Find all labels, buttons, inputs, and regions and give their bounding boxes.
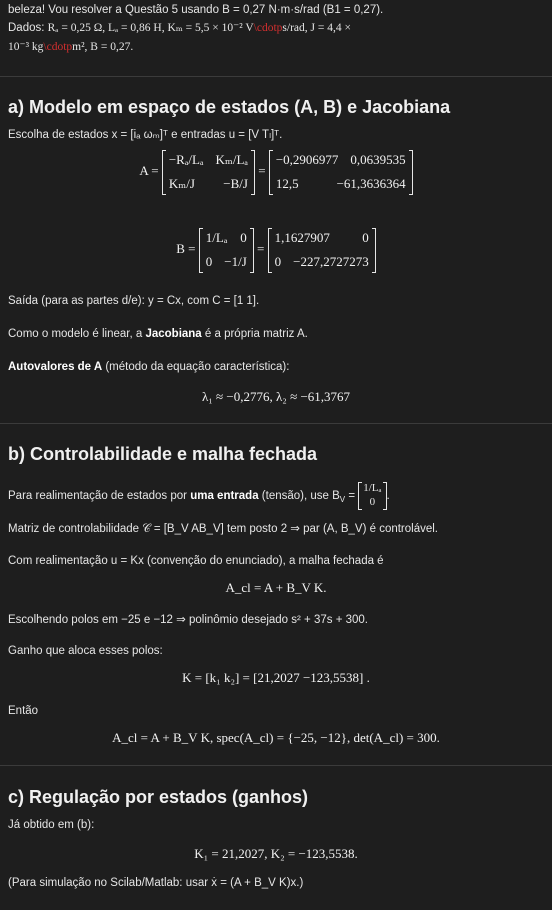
B-num-12: 0 bbox=[362, 230, 369, 245]
then-text: Então bbox=[8, 705, 39, 717]
intro-line-1: beleza! Vou resolver a Questão 5 usando B = 0,27 N·m·s/rad (B1 = 0,27). bbox=[8, 4, 384, 16]
feedback-suffix: (tensão), use B bbox=[258, 489, 340, 502]
eigen-suffix: (método da equação característica): bbox=[102, 361, 290, 373]
intro-line-3-red: \cdotp bbox=[43, 41, 73, 53]
BV-sub: V bbox=[339, 495, 346, 505]
linear-suffix: é a própria matriz A. bbox=[201, 328, 308, 340]
BV-2: 0 bbox=[369, 495, 376, 508]
poles-text: Escolhendo polos em −25 e −12 ⇒ polinômio desejado s² + 37s + 300. bbox=[8, 614, 368, 626]
A-sym-11: −Rₐ/Lₐ bbox=[168, 152, 204, 167]
B-sym-22: −1/J bbox=[224, 254, 247, 270]
B-sym-11: 1/Lₐ bbox=[205, 230, 228, 245]
B-label: B = bbox=[176, 241, 196, 257]
section-a-title: a) Modelo em espaço de estados (A, B) e Jacobiana bbox=[8, 97, 451, 117]
A-num-22: −61,3636364 bbox=[336, 176, 406, 192]
B-num-11: 1,1627907 bbox=[274, 230, 330, 245]
A-num-12: 0,0639535 bbox=[350, 152, 406, 167]
acl-equation: A_cl = A + B_V K. bbox=[225, 580, 327, 595]
A-label: A = bbox=[139, 163, 159, 179]
matrix-A-equation: A = −Rₐ/Lₐ Kₘ/Lₐ Kₘ/J −B/J = −0,2906977 0,0639535 12,5 −61,3636364 bbox=[0, 150, 552, 195]
gains-equation: K₁ = 21,2027, K₂ = −123,5538. bbox=[194, 846, 358, 861]
BV-vector bbox=[358, 482, 386, 510]
section-b-title: b) Controlabilidade e malha fechada bbox=[8, 444, 318, 464]
feedback-prefix: Para realimentação de estados por bbox=[8, 489, 191, 502]
A-num-21: 12,5 bbox=[275, 176, 299, 192]
linear-bold: Jacobiana bbox=[145, 328, 202, 340]
matrix-B-equation: B = 1/Lₐ 0 0 −1/J = 1,1627907 0 0 −227,2727273 bbox=[0, 228, 552, 273]
A-sym-22: −B/J bbox=[223, 176, 248, 192]
B-sym-21: 0 bbox=[205, 254, 213, 270]
intro-line-2 bbox=[8, 21, 544, 35]
simulation-text: (Para simulação no Scilab/Matlab: usar ẋ = (A + B_V K)x.) bbox=[8, 877, 304, 889]
controllability-text: Matriz de controlabilidade 𝒞 = [B_V AB_V] tem posto 2 ⇒ par (A, B_V) é controlável. bbox=[8, 523, 438, 535]
A-sym-12: Kₘ/Lₐ bbox=[215, 152, 248, 167]
intro-line-2-red: \cdotp bbox=[253, 22, 283, 34]
linear-text bbox=[8, 327, 544, 341]
matrix-B-symbolic bbox=[199, 228, 254, 273]
A-num-11: −0,2906977 bbox=[275, 152, 339, 167]
feedback-text: Para realimentação de estados por uma entrada (tensão), use $B_V$ = 1/Lₐ 0 . bbox=[8, 482, 390, 508]
intro-line-2-math: Rₐ = 0,25 Ω, Lₐ = 0,86 H, Kₘ = 5,5 × 10⁻² V bbox=[47, 22, 254, 34]
intro-line-2-prefix: Dados: bbox=[8, 22, 48, 34]
eigen-bold: Autovalores de A bbox=[8, 361, 103, 373]
feedback-bold: uma entrada bbox=[190, 489, 259, 502]
gain-text: Ganho que aloca esses polos: bbox=[8, 645, 163, 657]
intro-line-3-math: 10⁻³ kg bbox=[8, 41, 44, 53]
eigen-heading bbox=[8, 360, 544, 374]
already-text: Já obtido em (b): bbox=[8, 819, 95, 831]
B-sym-12: 0 bbox=[240, 230, 247, 245]
matrix-A-numeric bbox=[269, 150, 413, 195]
closed-loop-text: Com realimentação u = Kx (convenção do enunciado), a malha fechada é bbox=[8, 555, 384, 567]
divider bbox=[0, 423, 552, 424]
output-text: Saída (para as partes d/e): y = Cx, com C = [1 1]. bbox=[8, 295, 260, 307]
linear-prefix: Como o modelo é linear, a bbox=[8, 328, 146, 340]
section-c-title: c) Regulação por estados (ganhos) bbox=[8, 787, 309, 807]
B-num-22: −227,2727273 bbox=[293, 254, 369, 270]
states-text: Escolha de estados x = [iₐ ωₘ]ᵀ e entradas u = [V Tₗ]ᵀ. bbox=[8, 129, 283, 141]
intro-line-3 bbox=[8, 40, 544, 54]
matrix-B-numeric bbox=[268, 228, 376, 273]
divider bbox=[0, 765, 552, 766]
intro-line-2-suffix: s/rad, J = 4,4 × bbox=[282, 22, 351, 34]
B-num-21: 0 bbox=[274, 254, 282, 270]
divider bbox=[0, 76, 552, 77]
eigenvalues: λ₁ ≈ −0,2776, λ₂ ≈ −61,3767 bbox=[201, 389, 351, 404]
BV-1: 1/Lₐ bbox=[363, 482, 382, 494]
final-equation: A_cl = A + B_V K, spec(A_cl) = {−25, −12}, det(A_cl) = 300. bbox=[112, 730, 440, 745]
A-sym-21: Kₘ/J bbox=[168, 176, 195, 192]
matrix-A-symbolic bbox=[162, 150, 255, 195]
gain-equation: K = [k₁ k₂] = [21,2027 −123,5538] . bbox=[182, 670, 370, 685]
intro-line-3-suffix: m², B = 0,27. bbox=[72, 41, 134, 53]
